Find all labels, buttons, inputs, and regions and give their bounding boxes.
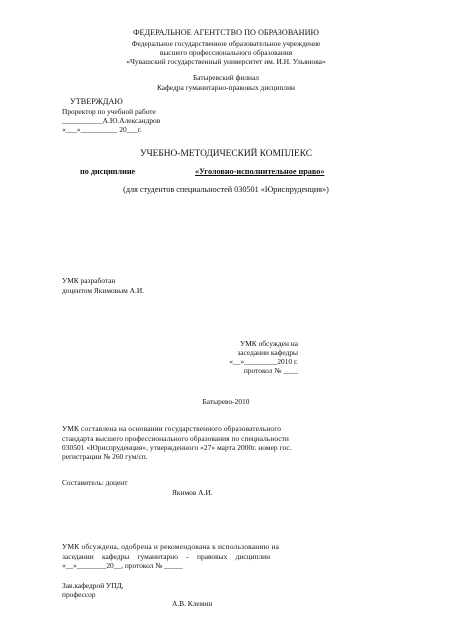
discussed-line-3: «__»_________2010 г.	[229, 357, 298, 366]
discussed-line-2: заседании кафедры	[237, 348, 298, 357]
head-line-2: профессор	[62, 590, 96, 599]
approval-signature: ___________А.Ю.Александров	[62, 116, 161, 125]
compiler-name: Якимов А.И.	[172, 488, 213, 497]
standard-text-line-3: 030501 «Юриспруденция», утвержденного «27» марта 2000г. номер гос.	[62, 443, 292, 452]
branch-name: Батыревский филиал	[193, 73, 259, 82]
students-specialty: (для студентов специальностей 030501 «Юриспруденция»)	[123, 185, 329, 194]
head-line-1: Зав.кафедрой УПД,	[62, 581, 124, 590]
approval-note-line-2: заседании кафедры гуманитарно - правовых дисциплин	[62, 552, 271, 561]
approval-title: УТВЕРЖДАЮ	[70, 97, 123, 106]
city-year: Батырево-2010	[202, 397, 250, 406]
developed-line-1: УМК разработан	[62, 276, 116, 285]
discussed-line-1: УМК обсужден на	[239, 339, 298, 348]
head-name: А.В. Клемин	[172, 599, 213, 608]
standard-text-line-4: регистрации № 260 гум/сп.	[62, 452, 148, 461]
institution-line-2: высшего профессионального образования	[159, 48, 293, 57]
approval-position: Проректор по учебной работе	[62, 107, 156, 116]
approval-note-line-1: УМК обсуждена, одобрена и рекомендована к использованию на	[62, 542, 280, 551]
approval-date: «___»__________ 20___г.	[62, 125, 142, 134]
discipline-label: по дисциплине	[80, 167, 136, 176]
discussed-line-4: протокол № ____	[243, 366, 298, 375]
standard-text-line-1: УМК составлена на основании государственного образовательного	[62, 424, 282, 433]
institution-line-3: «Чувашский государственный университет им. И.Н. Ульянова»	[126, 57, 326, 66]
department-name: Кафедра гуманитарно-правовых дисциплин	[156, 83, 296, 92]
compiler-label: Составитель: доцент	[62, 478, 128, 487]
document-title: УЧЕБНО-МЕТОДИЧЕСКИЙ КОМПЛЕКС	[139, 149, 313, 159]
agency-name: ФЕДЕРАЛЬНОЕ АГЕНТСТВО ПО ОБРАЗОВАНИЮ	[133, 28, 319, 37]
approval-note-line-3: «__»________20__, протокол № _____	[62, 561, 183, 570]
developed-line-2: доцентом Якимовым А.И.	[62, 286, 145, 295]
standard-text-line-2: стандарта высшего профессионального образования по специальности	[62, 434, 289, 443]
institution-line-1: Федеральное государственное образовательное учреждение	[131, 39, 321, 48]
discipline-name: «Уголовно-исполнительное право»	[195, 167, 325, 176]
